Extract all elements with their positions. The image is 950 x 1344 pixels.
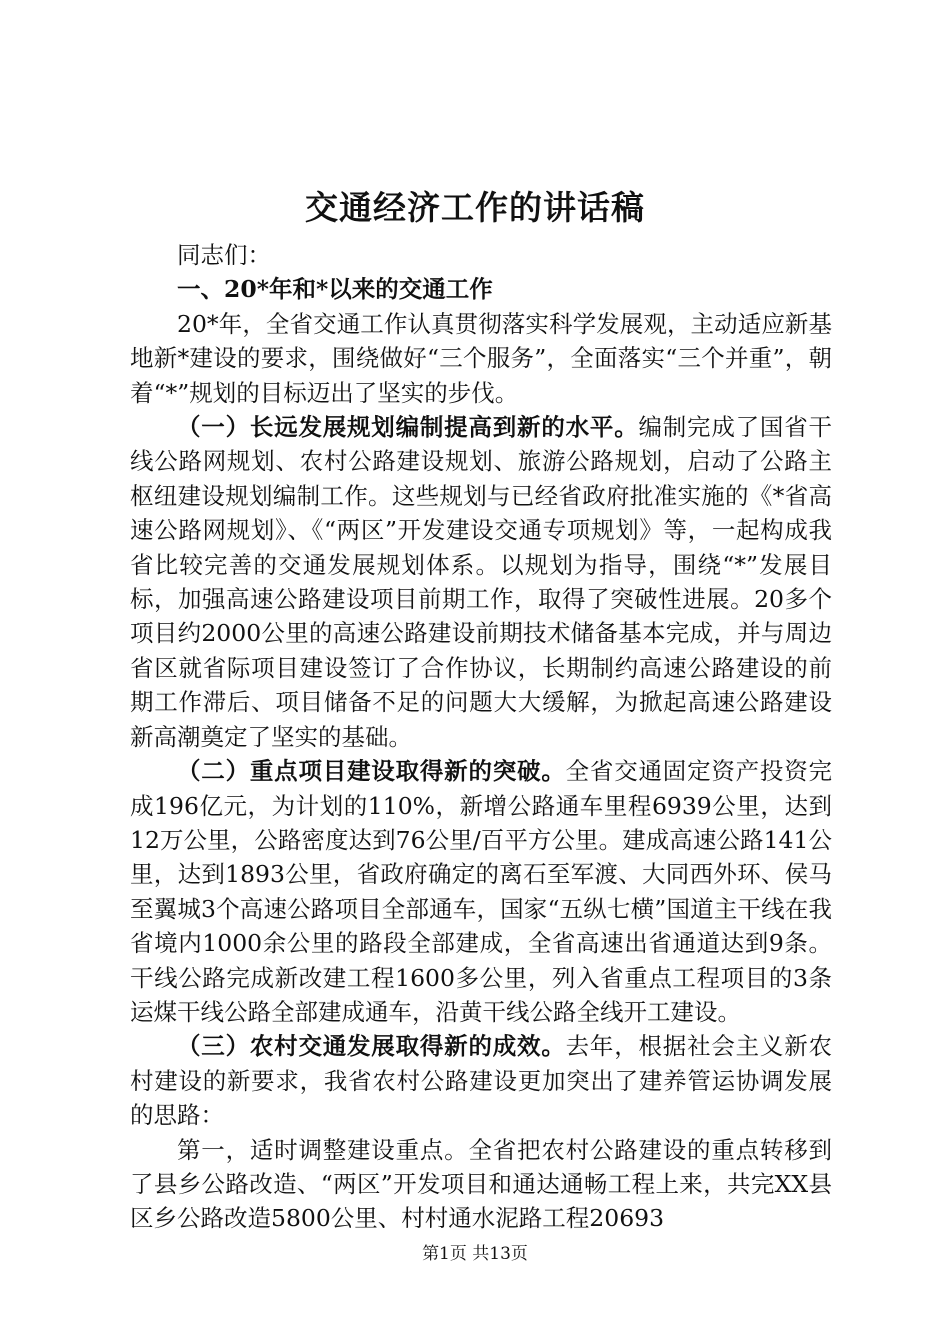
document-body (130, 238, 832, 1236)
subheading-key-projects: （二）重点项目建设取得新的突破。 (177, 757, 566, 786)
document-title: 交通经济工作的讲话稿 (305, 188, 645, 227)
paragraph-key-projects-text: 全省交通固定资产投资完成196亿元，为计划的110%，新增公路通车里程6939公里，达到12万公里，公路密度达到76公里/百平方公里。建成高速公路141公里，达到1893公里，省政府确定的离石至军渡、大同西外环、侯马至翼城3个高速公路项目全部通车，国家“五纵七横”国道主干线在我省境内1000余公里的路段全部建成，全省高速出省通道达到9条。干线公路完成新改建工程1600多公里，列入省重点工程项目的3条运煤干线公路全部建成通车，沿黄干线公路全线开工建设。 (130, 757, 833, 1026)
paragraph-planning (130, 410, 832, 754)
section-heading: 一、20*年和*以来的交通工作 (177, 275, 493, 304)
paragraph-rural-transport-text: 去年，根据社会主义新农村建设的新要求，我省农村公路建设更加突出了建养管运协调发展的思路： (130, 1032, 833, 1130)
subheading-rural-transport: （三）农村交通发展取得新的成效。 (177, 1032, 566, 1061)
subheading-planning: （一）长远发展规划编制提高到新的水平。 (177, 413, 639, 442)
paragraph-key-projects (130, 754, 832, 1029)
page-footer: 第1页 共13页 (422, 1244, 528, 1264)
salutation: 同志们： (177, 241, 271, 269)
intro-paragraph: 20*年，全省交通工作认真贯彻落实科学发展观，主动适应新基地新*建设的要求，围绕做好“三个服务”，全面落实“三个并重”，朝着“*”规划的目标迈出了坚实的步伐。 (130, 309, 832, 407)
paragraph-planning-text: 编制完成了国省干线公路网规划、农村公路建设规划、旅游公路规划，启动了公路主枢纽建设规划编制工作。这些规划与已经省政府批准实施的《*省高速公路网规划》、《“两区”开发建设交通专项规划》等，一起构成我省比较完善的交通发展规划体系。以规划为指导，围绕“*”发展目标，加强高速公路建设项目前期工作，取得了突破性进展。20多个项目约2000公里的高速公路建设前期技术储备基本完成，并与周边省区就省际项目建设签订了合作协议，长期制约高速公路建设的前期工作滞后、项目储备不足的问题大大缓解，为掀起高速公路建设新高潮奠定了坚实的基础。 (130, 413, 833, 751)
paragraph-point-one: 第一，适时调整建设重点。全省把农村公路建设的重点转移到了县乡公路改造、“两区”开发项目和通达通畅工程上来，共完XX县区乡公路改造5800公里、村村通水泥路工程20693 (130, 1135, 832, 1233)
paragraph-rural-transport (130, 1029, 832, 1132)
